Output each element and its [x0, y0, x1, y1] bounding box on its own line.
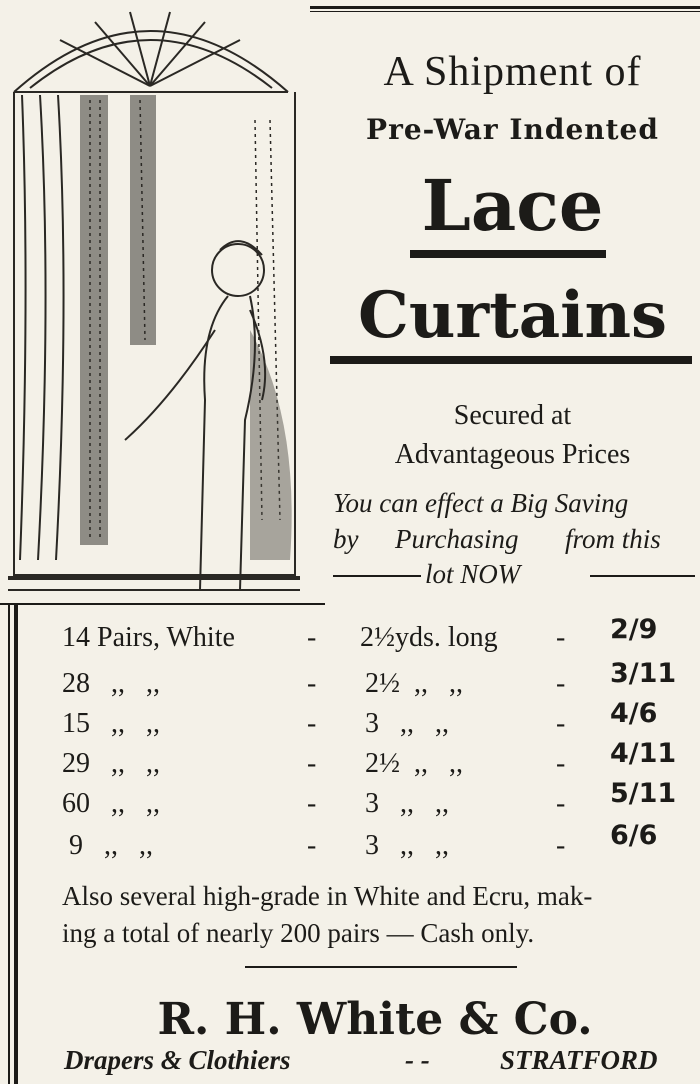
- headline-prices: Advantageous Prices: [394, 439, 631, 470]
- row-dash: -: [556, 708, 566, 739]
- row-price: 3/11: [610, 658, 677, 689]
- top-right-rule-thin: [310, 11, 700, 12]
- row-qty: 14 Pairs, White: [62, 622, 235, 653]
- headline-secured: Secured at: [453, 400, 572, 431]
- lace-curtain-illustration: [0, 0, 325, 605]
- pitch-by: by: [333, 524, 359, 554]
- row-dash: -: [556, 622, 566, 653]
- now-rule-left: [333, 575, 421, 577]
- row-dash: -: [307, 748, 317, 779]
- curtains-underline: [330, 356, 692, 364]
- row-qty: 28 ,, ,,: [62, 668, 160, 699]
- row-dash: -: [556, 788, 566, 819]
- row-length: 3 ,, ,,: [365, 830, 449, 861]
- now-rule-right: [590, 575, 695, 577]
- firm-name: R. H. White & Co.: [157, 994, 593, 1045]
- headline-line-2: Pre-War Indented: [366, 113, 659, 146]
- row-dash: -: [556, 830, 566, 861]
- firm-trade: Drapers & Clothiers: [64, 1045, 291, 1075]
- note-line-1: Also several high-grade in White and Ecru, mak-: [62, 881, 593, 911]
- headline-lace: Lace: [421, 164, 604, 247]
- row-dash: -: [307, 622, 317, 653]
- top-right-rule: [310, 6, 700, 9]
- firm-town: STRATFORD: [500, 1045, 658, 1075]
- row-dash: -: [307, 708, 317, 739]
- row-dash: -: [556, 668, 566, 699]
- row-dash: -: [556, 748, 566, 779]
- row-length: 2½ ,, ,,: [365, 668, 463, 699]
- row-length: 2½ ,, ,,: [365, 748, 463, 779]
- row-price: 6/6: [610, 820, 658, 851]
- row-dash: -: [307, 668, 317, 699]
- row-qty: 29 ,, ,,: [62, 748, 160, 779]
- row-length: 2½yds. long: [360, 622, 498, 653]
- row-length: 3 ,, ,,: [365, 788, 449, 819]
- row-price: 4/11: [610, 738, 677, 769]
- row-price: 2/9: [610, 614, 658, 645]
- note-line-2: ing a total of nearly 200 pairs — Cash only.: [62, 918, 535, 948]
- row-qty: 60 ,, ,,: [62, 788, 160, 819]
- headline-curtains: Curtains: [357, 278, 668, 353]
- firm-separator: - -: [405, 1045, 430, 1075]
- row-price: 4/6: [610, 698, 658, 729]
- row-price: 5/11: [610, 778, 677, 809]
- firm-separator-rule: [245, 966, 517, 968]
- pitch-purchasing: Purchasing: [395, 524, 519, 554]
- row-qty: 15 ,, ,,: [62, 708, 160, 739]
- row-length: 3 ,, ,,: [365, 708, 449, 739]
- pitch-lot-now: lot NOW: [425, 559, 521, 589]
- pitch-line-1: You can effect a Big Saving: [333, 488, 629, 518]
- left-border-outer: [8, 605, 10, 1084]
- headline-line-1: A Shipment of: [383, 49, 642, 95]
- lace-underline: [410, 250, 606, 258]
- pitch-from-this: from this: [565, 524, 661, 554]
- left-border-inner: [14, 605, 18, 1084]
- row-qty: 9 ,, ,,: [62, 830, 153, 861]
- row-dash: -: [307, 830, 317, 861]
- row-dash: -: [307, 788, 317, 819]
